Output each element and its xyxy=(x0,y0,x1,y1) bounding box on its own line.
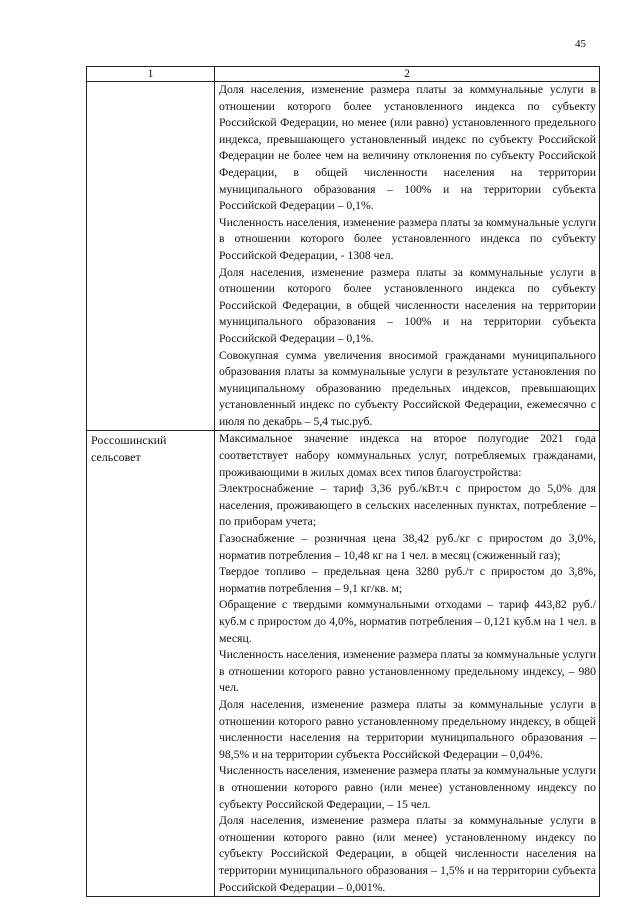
paragraph: Доля населения, изменение размера платы за коммунальные услуги в отношении которого более установленного индекса по субъекту Российской Федерации, в общей численности населения на территории муниципального образования – 100% и на территории субъекта Российской Федерации – 0,1%. xyxy=(219,265,596,345)
paragraph: Численность населения, изменение размера платы за коммунальные услуги в отношении которого равно установленному предельному индексу, – 980 чел. xyxy=(219,648,596,695)
column-header-1: 1 xyxy=(87,67,215,82)
paragraph: Обращение с твердыми коммунальными отходами – тариф 443,82 руб./куб.м с приростом до 4,0%, норматив потребления – 0,121 куб.м на 1 чел. в месяц. xyxy=(219,598,596,645)
data-table xyxy=(86,66,600,897)
paragraph: Численность населения, изменение размера платы за коммунальные услуги в отношении которого равно (или менее) установленному индексу по субъекту Российской Федерации, – 15 чел. xyxy=(219,764,596,811)
page-number: 45 xyxy=(575,38,586,50)
paragraph: Доля населения, изменение размера платы за коммунальные услуги в отношении которого равно установленному предельному индексу, в общей численности населения на территории муниципального образования – 98,5% и на территории субъекта Российской Федерации – 0,04%. xyxy=(219,697,596,761)
paragraph: Доля населения, изменение размера платы за коммунальные услуги в отношении которого равно (или менее) установленному индексу по субъекту Российской Федерации, в общей численности населения на территории муниципального образования – 1,5% и на территории субъекта Российской Федерации – 0,001%. xyxy=(219,814,596,894)
description-cell xyxy=(215,431,600,897)
description-cell xyxy=(215,82,600,431)
paragraph: Совокупная сумма увеличения вносимой гражданами муниципального образования платы за коммунальные услуги в результате установления по муниципальному образованию предельных индексов, превышающих установленный индекс по субъекту Российской Федерации, ежемесячно с июля по декабрь – 5,4 тыс.руб. xyxy=(219,348,596,428)
table-row xyxy=(87,82,600,431)
paragraph: Твердое топливо – предельная цена 3280 руб./т с приростом до 3,8%, норматив потребления – 9,1 кг/кв. м; xyxy=(219,565,596,595)
paragraph: Газоснабжение – розничная цена 38,42 руб./кг с приростом до 3,0%, норматив потребления – 10,48 кг на 1 чел. в месяц (сжиженный газ); xyxy=(219,532,596,562)
region-cell xyxy=(87,82,215,431)
region-cell: Россошинский сельсовет xyxy=(87,431,215,897)
table-header-row xyxy=(87,67,600,82)
paragraph: Численность населения, изменение размера платы за коммунальные услуги в отношении которого более установленного индекса по субъекту Российской Федерации, - 1308 чел. xyxy=(219,215,596,262)
column-header-2: 2 xyxy=(215,67,600,82)
paragraph: Электроснабжение – тариф 3,36 руб./кВт.ч с приростом до 5,0% для населения, проживающего в сельских населенных пунктах, потребление – по приборам учета; xyxy=(219,482,596,529)
table-row xyxy=(87,431,600,897)
paragraph: Максимальное значение индекса на второе полугодие 2021 года соответствует набору коммунальных услуг, потребляемых гражданами, проживающими в жилых домах всех типов благоустройства: xyxy=(219,432,596,479)
paragraph: Доля населения, изменение размера платы за коммунальные услуги в отношении которого более установленного индекса по субъекту Российской Федерации, но менее (или равно) установленного предельного индекса, превышающего установленный индекс по субъекту Российской Федерации не более чем на величину отклонения по субъекту Российской Федерации, в общей численности населения на территории муниципального образования – 100% и на территории субъекта Российской Федерации – 0,1%. xyxy=(219,83,596,213)
